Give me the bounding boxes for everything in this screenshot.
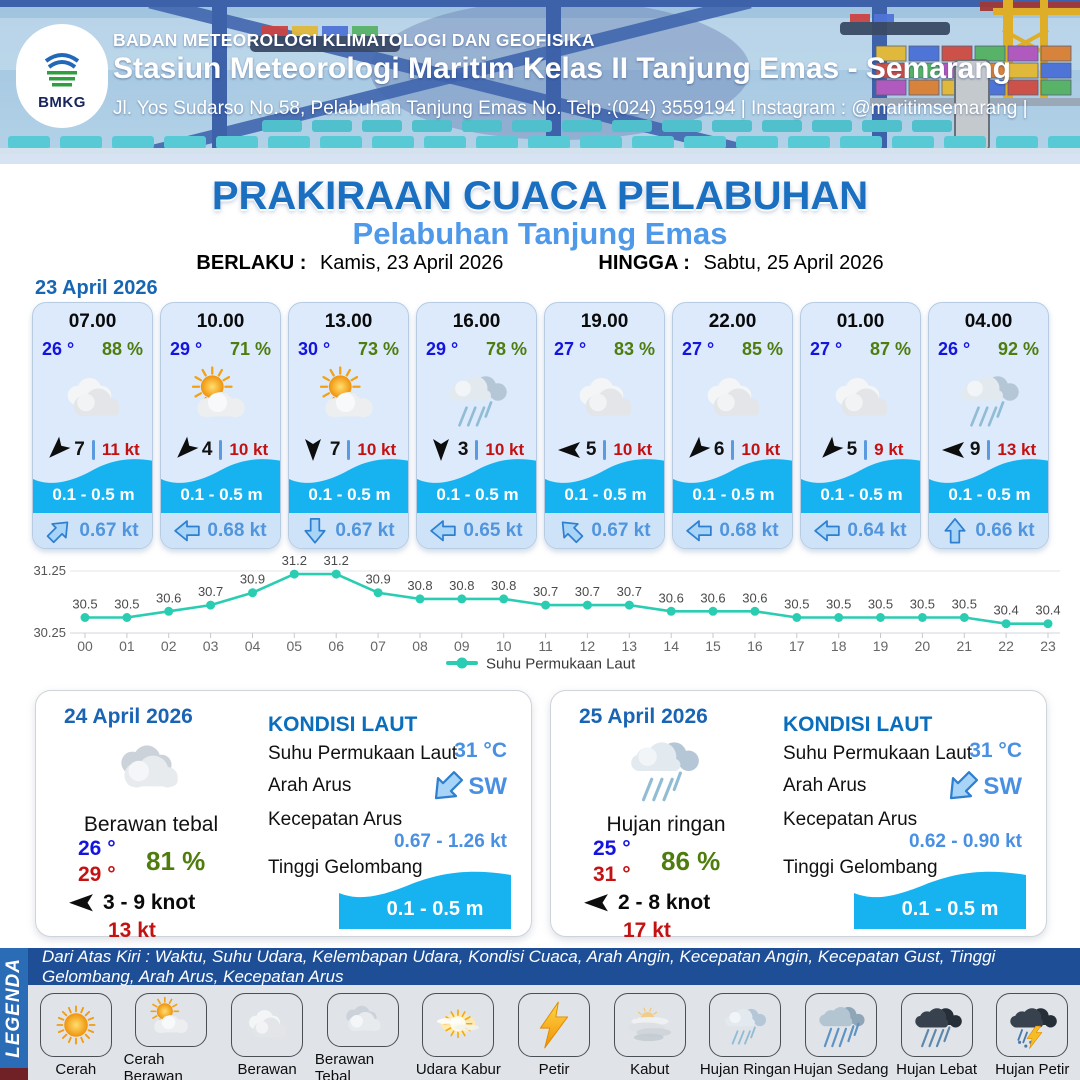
wave-height-band (801, 453, 921, 513)
hujan-ringan-icon (945, 364, 1033, 434)
forecast-time: 16.00 (452, 311, 501, 332)
svg-text:30.5: 30.5 (114, 596, 140, 612)
current-speed: 0.68 kt (719, 519, 779, 541)
svg-text:03: 03 (202, 638, 219, 654)
legend-item (411, 985, 507, 1080)
temp-humidity-row (938, 339, 1039, 360)
svg-text:13: 13 (621, 638, 638, 654)
svg-text:02: 02 (160, 638, 177, 654)
bmkg-logo-text: BMKG (38, 94, 86, 111)
forecast-card (288, 302, 409, 549)
svg-text:30.8: 30.8 (407, 577, 433, 593)
legend-description: Dari Atas Kiri : Waktu, Suhu Udara, Kelembapan Udara, Kondisi Cuaca, Arah Angin, Kecepatan Angin, Kecepatan Gust, Tinggi Gelombang, Arah Arus, Kecepatan Arus (28, 948, 1080, 985)
berawan-icon (236, 999, 298, 1051)
gust-speed: 13 kt (997, 440, 1037, 459)
daily-wind-range: 3 - 9 knot (103, 891, 196, 914)
daily-wind-row (68, 891, 195, 915)
daily-weather-icon-wrap (589, 727, 739, 811)
daily-weather-icon-wrap (74, 727, 224, 811)
air-temp: 29 ° (170, 339, 203, 359)
current-direction-icon (686, 520, 712, 542)
station-name: Stasiun Meteorologi Maritim Kelas II Tanjung Emas - Semarang (113, 52, 1011, 85)
daily-temp-max: 31 ° (593, 863, 631, 886)
hourly-date-label: 23 April 2026 (35, 277, 158, 299)
air-temp: 30 ° (298, 339, 331, 359)
legend-icon-box (231, 993, 303, 1057)
legend-icon-box (996, 993, 1068, 1057)
page-title: PRAKIRAAN CUACA PELABUHAN (211, 174, 869, 218)
humidity: 83 % (613, 339, 655, 359)
svg-text:30.7: 30.7 (197, 584, 224, 600)
forecast-card (672, 302, 793, 549)
daily-condition: Berawan tebal (83, 813, 219, 836)
weather-icon-wrap (417, 363, 536, 435)
wave-height-band (545, 453, 665, 513)
berawan-icon (817, 364, 905, 434)
daily-date: 25 April 2026 (579, 705, 708, 728)
svg-text:00: 00 (77, 638, 93, 654)
humidity: 78 % (485, 339, 527, 359)
hourly-forecast-row (32, 302, 1049, 547)
wave-height-badge (854, 867, 1026, 929)
current-dir-value: SW (945, 773, 1022, 801)
svg-text:30.5: 30.5 (909, 596, 936, 612)
sst-value: 31 °C (969, 739, 1022, 762)
legend-item (602, 985, 698, 1080)
svg-text:17: 17 (789, 638, 805, 654)
gust-speed: 10 kt (741, 440, 781, 459)
current-speed: 0.67 kt (335, 519, 395, 541)
svg-text:30.7: 30.7 (574, 584, 601, 600)
svg-text:10: 10 (495, 638, 512, 654)
sea-heading: KONDISI LAUT (268, 713, 418, 736)
berawan-icon (49, 364, 137, 434)
wave-height-band (33, 453, 153, 513)
svg-text:23: 23 (1040, 638, 1056, 654)
cerah-berawan-icon (140, 994, 202, 1046)
svg-text:30.6: 30.6 (742, 590, 768, 606)
legend-item (219, 985, 315, 1080)
air-temp: 27 ° (682, 339, 715, 359)
wind-speed: 7 (74, 439, 85, 460)
current-speed-label: Kecepatan Arus (268, 809, 403, 830)
temp-humidity-row (170, 339, 271, 360)
legend-item (793, 985, 889, 1080)
validity-row (0, 252, 1080, 275)
forecast-card (160, 302, 281, 549)
daily-humidity: 81 % (146, 846, 206, 876)
legend-item (506, 985, 602, 1080)
svg-text:22: 22 (998, 638, 1014, 654)
svg-text:30.8: 30.8 (491, 577, 517, 593)
gust-speed: 10 kt (229, 440, 269, 459)
svg-text:19: 19 (872, 638, 889, 654)
berlaku-label: BERLAKU : (196, 252, 307, 274)
berawan-tebal-icon (90, 728, 208, 810)
svg-text:18: 18 (830, 638, 847, 654)
current-row (417, 513, 536, 548)
wind-speed: 4 (201, 439, 213, 460)
legend-item (697, 985, 793, 1080)
daily-gust: 17 kt (623, 919, 671, 942)
current-direction-icon (43, 514, 77, 548)
weather-icon-wrap (33, 363, 152, 435)
legend-icon-box (327, 993, 399, 1047)
air-temp: 27 ° (810, 339, 843, 359)
legend-icon-box (805, 993, 877, 1057)
legend-icon-box (135, 993, 207, 1047)
current-direction-icon (430, 520, 456, 542)
legend-title: LEGENDA (3, 958, 24, 1058)
wind-speed: 5 (846, 439, 858, 460)
wind-direction-icon (583, 893, 609, 913)
current-speed-value: 0.67 - 1.26 kt (393, 831, 507, 852)
temp-humidity-row (298, 339, 399, 360)
legend-icon-box (709, 993, 781, 1057)
svg-text:31.2: 31.2 (323, 553, 349, 569)
current-speed-value: 0.62 - 0.90 kt (908, 831, 1022, 852)
air-temp: 29 ° (426, 339, 459, 359)
legend-items (28, 985, 1080, 1080)
hingga-label: HINGGA : (598, 252, 690, 274)
weather-icon-wrap (929, 363, 1048, 435)
daily-temp-max: 29 ° (78, 863, 116, 886)
hingga-value: Sabtu, 25 April 2026 (703, 252, 884, 274)
svg-text:01: 01 (119, 638, 135, 654)
forecast-time: 01.00 (836, 311, 885, 332)
sst-value: 31 °C (454, 739, 507, 762)
svg-text:05: 05 (286, 638, 303, 654)
hujan-petir-icon (1001, 999, 1063, 1051)
sea-surface-temp-chart (0, 552, 1080, 684)
sea-heading: KONDISI LAUT (783, 713, 933, 736)
humidity: 88 % (101, 339, 143, 359)
wave-height: 0.1 - 0.5 m (692, 485, 775, 504)
current-row (33, 513, 152, 548)
wave-height: 0.1 - 0.5 m (948, 485, 1031, 504)
legend-item-label: Hujan Petir (995, 1061, 1070, 1078)
berawan-icon (561, 364, 649, 434)
daily-wind-range: 2 - 8 knot (618, 891, 711, 914)
wave-height-band (929, 453, 1049, 513)
svg-text:30.5: 30.5 (867, 596, 894, 612)
daily-humidity: 86 % (661, 846, 721, 876)
petir-icon (523, 999, 585, 1051)
current-direction-icon (555, 514, 589, 548)
wind-speed: 6 (713, 439, 725, 460)
current-dir-label: Arah Arus (268, 775, 352, 796)
current-direction-icon (945, 517, 967, 543)
svg-text:30.6: 30.6 (700, 590, 726, 606)
humidity: 85 % (741, 339, 783, 359)
svg-text:30.6: 30.6 (658, 590, 684, 606)
wave-height: 0.1 - 0.5 m (308, 485, 391, 504)
legend-icon-box (422, 993, 494, 1057)
header-banner (0, 0, 1080, 154)
legend-item-label: Udara Kabur (415, 1061, 501, 1078)
svg-text:21: 21 (956, 638, 973, 654)
wind-speed: 7 (329, 439, 341, 460)
humidity: 73 % (357, 339, 399, 359)
bmkg-logo (16, 24, 108, 128)
svg-text:30.25: 30.25 (33, 625, 66, 640)
forecast-card (416, 302, 537, 549)
current-dir-value: SW (430, 773, 507, 801)
legend-icon-box (614, 993, 686, 1057)
legend-item-label: Cerah (55, 1061, 97, 1078)
air-temp: 27 ° (554, 339, 587, 359)
daily-temp-min: 25 ° (593, 837, 631, 860)
svg-text:04: 04 (244, 638, 261, 654)
forecast-card (32, 302, 153, 549)
weather-icon-wrap (801, 363, 920, 435)
gust-speed: 10 kt (613, 440, 653, 459)
sst-label: Suhu Permukaan Laut (268, 743, 458, 764)
wave-height-badge (339, 867, 511, 929)
legend-item (984, 985, 1080, 1080)
svg-text:30.6: 30.6 (156, 590, 182, 606)
wind-speed: 5 (585, 439, 597, 460)
sea-condition-panel (783, 691, 1028, 936)
svg-text:30.8: 30.8 (449, 577, 475, 593)
wave-height-band (417, 453, 537, 513)
cerah-berawan-icon (305, 364, 393, 434)
wind-direction-icon (68, 893, 94, 913)
current-speed: 0.65 kt (463, 519, 523, 541)
svg-text:20: 20 (914, 638, 931, 654)
sst-label: Suhu Permukaan Laut (783, 743, 973, 764)
legend-title-bar (0, 948, 28, 1068)
current-row (929, 513, 1048, 548)
forecast-time: 19.00 (580, 311, 629, 332)
temp-humidity-row (554, 339, 655, 360)
weather-icon-wrap (289, 363, 408, 435)
current-row (801, 513, 920, 548)
svg-text:16: 16 (747, 638, 763, 654)
current-speed: 0.67 kt (79, 519, 139, 541)
legend-item (124, 985, 220, 1080)
udara-kabur-icon (427, 999, 489, 1051)
cerah-icon (45, 999, 107, 1051)
berawan-tebal-icon (332, 994, 394, 1046)
humidity: 87 % (869, 339, 911, 359)
svg-text:11: 11 (538, 638, 553, 654)
berlaku-value: Kamis, 23 April 2026 (319, 252, 504, 274)
current-speed: 0.66 kt (975, 519, 1035, 541)
daily-condition: Hujan ringan (606, 813, 726, 836)
cerah-berawan-icon (177, 364, 265, 434)
legend-item (315, 985, 411, 1080)
page-subtitle: Pelabuhan Tanjung Emas (352, 216, 728, 251)
temp-humidity-row (42, 339, 143, 360)
gust-speed: 9 kt (874, 440, 904, 459)
hujan-ringan-icon (714, 999, 776, 1051)
current-row (161, 513, 280, 548)
header-divider (0, 154, 1080, 164)
svg-text:30.9: 30.9 (239, 571, 266, 587)
wave-height-band (161, 453, 281, 513)
temp-humidity-row (426, 339, 527, 360)
humidity: 71 % (229, 339, 271, 359)
wave-height-label: Tinggi Gelombang (268, 857, 423, 878)
wave-height-label: Tinggi Gelombang (783, 857, 938, 878)
weather-icon-wrap (161, 363, 280, 435)
current-speed: 0.68 kt (207, 519, 267, 541)
hingga (598, 252, 883, 275)
svg-text:07: 07 (370, 638, 386, 654)
current-row (289, 513, 408, 548)
legend-icon-box (901, 993, 973, 1057)
wave-height-band (289, 453, 409, 513)
weather-icon-wrap (545, 363, 664, 435)
wave-height: 0.1 - 0.5 m (564, 485, 647, 504)
gust-speed: 11 kt (101, 440, 140, 459)
svg-text:09: 09 (454, 638, 470, 654)
forecast-time: 04.00 (964, 311, 1013, 332)
legend-item-label: Kabut (630, 1061, 670, 1078)
legend-item-label: Hujan Sedang (793, 1061, 889, 1078)
daily-card-25-april (550, 690, 1047, 942)
current-direction-icon (425, 765, 469, 809)
svg-text:0.1 - 0.5 m: 0.1 - 0.5 m (386, 898, 484, 920)
svg-text:30.5: 30.5 (72, 596, 98, 612)
air-temp: 26 ° (938, 339, 971, 359)
air-temp: 26 ° (42, 339, 75, 359)
sea-condition-panel (268, 691, 513, 936)
legend-item-label: Berawan Tebal (314, 1051, 375, 1080)
svg-text:31.25: 31.25 (33, 563, 66, 578)
current-direction-icon (814, 520, 840, 542)
current-row (673, 513, 792, 548)
daily-wind-row (583, 891, 710, 915)
bmkg-emblem-icon (36, 41, 88, 93)
legend-item-label: Berawan (237, 1061, 297, 1078)
wave-height: 0.1 - 0.5 m (52, 485, 135, 504)
svg-text:14: 14 (663, 638, 679, 654)
humidity: 92 % (997, 339, 1039, 359)
daily-temp-min: 26 ° (78, 837, 116, 860)
forecast-time: 22.00 (708, 311, 757, 332)
weather-icon-wrap (673, 363, 792, 435)
wave-height: 0.1 - 0.5 m (820, 485, 903, 504)
svg-text:30.7: 30.7 (532, 584, 559, 600)
current-direction-icon (305, 517, 327, 543)
forecast-time: 10.00 (196, 311, 245, 332)
daily-card-24-april (35, 690, 532, 942)
svg-text:31.2: 31.2 (281, 553, 307, 569)
current-speed: 0.67 kt (591, 519, 651, 541)
current-dir-label: Arah Arus (783, 775, 867, 796)
gust-speed: 10 kt (357, 440, 397, 459)
svg-text:30.5: 30.5 (784, 596, 810, 612)
legend-item-label: Cerah Berawan (123, 1051, 183, 1080)
temp-humidity-row (810, 339, 911, 360)
svg-text:08: 08 (412, 638, 428, 654)
wave-height: 0.1 - 0.5 m (436, 485, 519, 504)
daily-date: 24 April 2026 (64, 705, 193, 728)
legend-item (889, 985, 985, 1080)
agency-name: BADAN METEOROLOGI KLIMATOLOGI DAN GEOFISIKA (113, 30, 595, 50)
svg-text:30.5: 30.5 (951, 596, 977, 612)
forecast-time: 07.00 (68, 311, 117, 332)
svg-text:12: 12 (579, 638, 596, 654)
hujan-ringan-icon (605, 728, 723, 810)
berlaku (196, 252, 503, 275)
svg-text:30.4: 30.4 (1035, 602, 1061, 618)
temp-humidity-row (682, 339, 783, 360)
gust-speed: 10 kt (485, 440, 525, 459)
current-speed-label: Kecepatan Arus (783, 809, 918, 830)
svg-text:30.5: 30.5 (826, 596, 852, 612)
legend-item (28, 985, 124, 1080)
legend-corner-block (0, 1068, 28, 1080)
current-row (545, 513, 664, 548)
hujan-sedang-icon (810, 999, 872, 1051)
svg-text:30.7: 30.7 (616, 584, 642, 600)
berawan-icon (689, 364, 777, 434)
current-direction-icon (174, 520, 200, 542)
forecast-time: 13.00 (324, 311, 373, 332)
svg-text:30.9: 30.9 (365, 571, 391, 587)
hujan-ringan-icon (433, 364, 521, 434)
svg-text:0.1 - 0.5 m: 0.1 - 0.5 m (901, 898, 999, 920)
kabut-icon (619, 999, 681, 1051)
legend-section (0, 948, 1080, 1080)
svg-text:30.4: 30.4 (993, 602, 1019, 618)
forecast-card (928, 302, 1049, 549)
svg-text:Suhu Permukaan Laut: Suhu Permukaan Laut (486, 655, 636, 673)
svg-text:06: 06 (328, 638, 344, 654)
wind-speed: 9 (969, 439, 981, 460)
daily-gust: 13 kt (108, 919, 156, 942)
current-speed: 0.64 kt (847, 519, 907, 541)
svg-text:15: 15 (705, 638, 721, 654)
forecast-card (800, 302, 921, 549)
wave-height-band (673, 453, 793, 513)
legend-icon-box (518, 993, 590, 1057)
station-address: Jl. Yos Sudarso No.58, Pelabuhan Tanjung Emas No. Telp :(024) 3559194 | Instagram : @maritimsemarang | (113, 98, 1028, 119)
legend-item-label: Hujan Lebat (896, 1061, 978, 1078)
hujan-lebat-icon (906, 999, 968, 1051)
legend-item-label: Petir (538, 1061, 570, 1078)
legend-icon-box (40, 993, 112, 1057)
current-direction-icon (940, 765, 984, 809)
wind-speed: 3 (457, 439, 469, 460)
legend-item-label: Hujan Ringan (699, 1061, 791, 1078)
forecast-card (544, 302, 665, 549)
wave-height: 0.1 - 0.5 m (180, 485, 263, 504)
